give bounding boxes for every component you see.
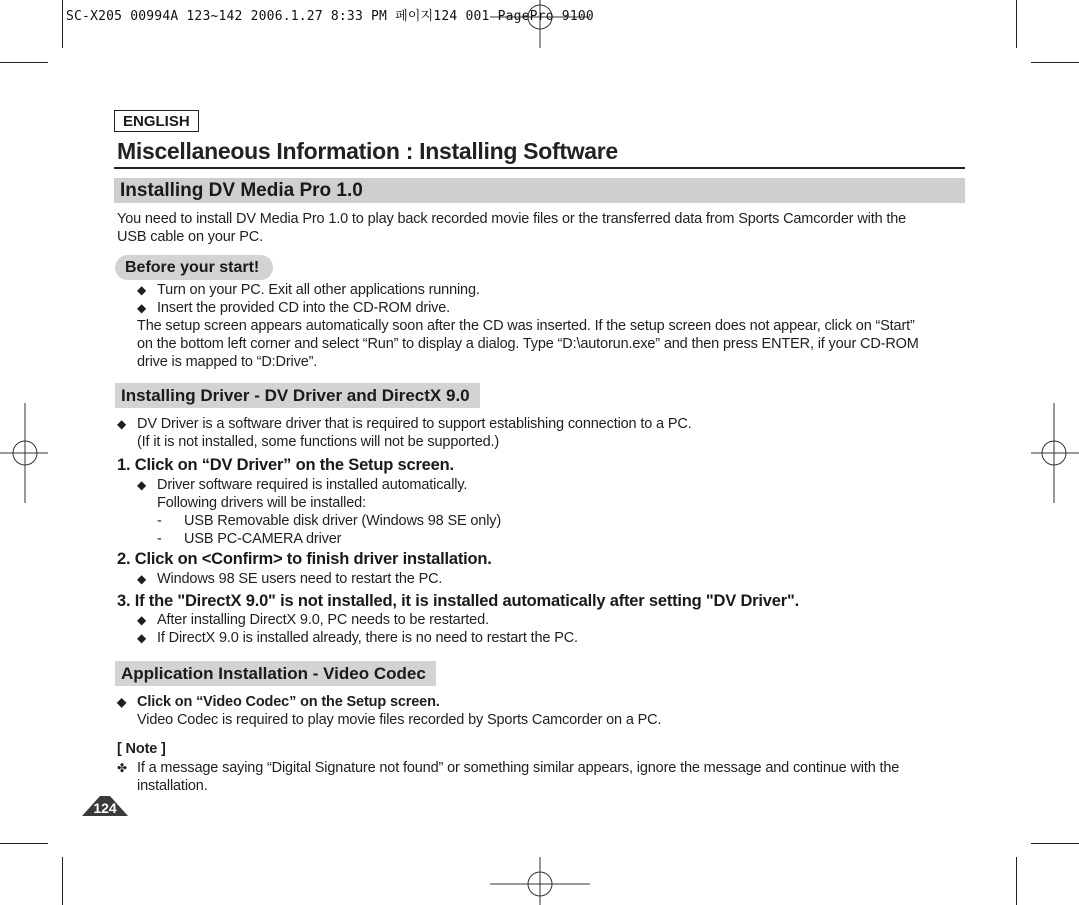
diamond-bullet-icon: ◆ (137, 301, 147, 315)
list-item: ◆ DV Driver is a software driver that is required to support establishing connection to a PC. (117, 416, 692, 432)
step-3-title: 3. If the "DirectX 9.0" is not installed, it is installed automatically after setting "DV Driver". (117, 592, 799, 610)
driver-intro (117, 415, 692, 451)
step-2-body (137, 570, 442, 588)
print-header: SC-X205 00994A 123~142 2006.1.27 8:33 PM 페이지124 001 PagePro 9100 (66, 9, 594, 24)
crop-mark (0, 62, 48, 63)
section-heading: Installing DV Media Pro 1.0 (114, 178, 965, 203)
crop-mark (0, 843, 48, 844)
paragraph-line: drive is mapped to “D:Drive”. (137, 354, 318, 370)
codec-heading: Application Installation - Video Codec (115, 661, 436, 686)
note-body (117, 759, 899, 795)
list-item: ◆ Windows 98 SE users need to restart the PC. (137, 571, 443, 587)
step-3-body (137, 611, 578, 647)
before-start-heading: Before your start! (115, 255, 273, 280)
intro-line: You need to install DV Media Pro 1.0 to play back recorded movie files or the transferred data from Sports Camcorder with the (117, 211, 907, 227)
crop-mark (1016, 0, 1017, 48)
before-start-list (137, 281, 919, 371)
registration-mark-icon (1031, 403, 1079, 503)
crop-mark (1031, 62, 1079, 63)
note-line: installation. (137, 778, 208, 794)
registration-mark-icon (0, 403, 48, 503)
diamond-bullet-icon: ◆ (137, 613, 147, 627)
diamond-bullet-icon: ◆ (137, 572, 147, 586)
diamond-bullet-icon: ◆ (137, 478, 147, 492)
paragraph-line: on the bottom left corner and select “Run” to display a dialog. Type “D:\autorun.exe” and then press ENTER, if your CD-ROM (137, 336, 919, 352)
list-item: ◆ If DirectX 9.0 is installed already, there is no need to restart the PC. (137, 630, 578, 646)
page-title: Miscellaneous Information : Installing Software (117, 138, 618, 164)
dash-bullet: - (157, 513, 162, 529)
dash-bullet: - (157, 531, 162, 547)
paragraph-line: (If it is not installed, some functions will not be supported.) (137, 434, 500, 450)
crop-mark (62, 0, 63, 48)
registration-mark-icon (490, 857, 590, 905)
page-number: 124 (93, 800, 117, 816)
paragraph-line: Following drivers will be installed: (157, 495, 366, 511)
title-divider (114, 167, 965, 169)
diamond-bullet-icon: ◆ (137, 283, 147, 297)
list-item: ◆ Driver software required is installed automatically. (137, 477, 468, 493)
step-1-title: 1. Click on “DV Driver” on the Setup screen. (117, 456, 454, 474)
driver-heading: Installing Driver - DV Driver and DirectX 9.0 (115, 383, 480, 408)
intro-line: USB cable on your PC. (117, 229, 263, 245)
diamond-bullet-icon: ◆ (137, 631, 147, 645)
step-1-body (137, 476, 501, 548)
list-item: ◆ Insert the provided CD into the CD-ROM drive. (137, 300, 451, 316)
diamond-bullet-icon: ◆ (117, 417, 127, 431)
paragraph-line: The setup screen appears automatically soon after the CD was inserted. If the setup screen does not appear, click on “Start” (137, 318, 915, 334)
list-item: ◆ Click on “Video Codec” on the Setup screen. (117, 694, 440, 710)
list-item: ◆ Turn on your PC. Exit all other applications running. (137, 282, 480, 298)
list-item: - USB PC-CAMERA driver (157, 531, 342, 547)
note-bullet-icon: ✤ (117, 761, 127, 775)
list-item: - USB Removable disk driver (Windows 98 SE only) (157, 513, 502, 529)
note-line: ✤ If a message saying “Digital Signature not found” or something similar appears, ignore the message and continue with the (117, 760, 900, 776)
list-item: ◆ After installing DirectX 9.0, PC needs to be restarted. (137, 612, 489, 628)
crop-mark (1016, 857, 1017, 905)
step-2-title: 2. Click on <Confirm> to finish driver installation. (117, 550, 492, 568)
crop-mark (62, 857, 63, 905)
codec-body (117, 693, 661, 729)
note-label: [ Note ] (117, 741, 166, 757)
language-badge: ENGLISH (114, 110, 199, 132)
paragraph-line: Video Codec is required to play movie files recorded by Sports Camcorder on a PC. (137, 712, 662, 728)
crop-mark (1031, 843, 1079, 844)
section-intro (117, 210, 906, 246)
diamond-bullet-icon: ◆ (117, 695, 127, 709)
